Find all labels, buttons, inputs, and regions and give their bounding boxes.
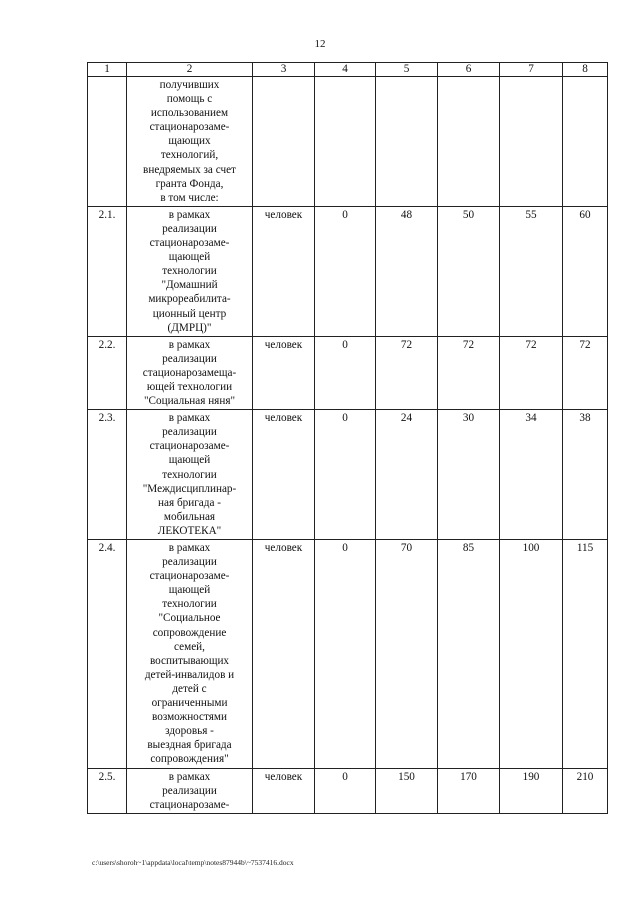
table-row bbox=[88, 410, 608, 540]
row-value: 0 bbox=[315, 206, 376, 336]
header-cell: 3 bbox=[253, 63, 315, 77]
row-value: 72 bbox=[563, 336, 608, 409]
row-value: 30 bbox=[438, 410, 500, 540]
row-number: 2.5. bbox=[88, 768, 127, 813]
row-number: 2.3. bbox=[88, 410, 127, 540]
row-value: 50 bbox=[438, 206, 500, 336]
header-cell: 4 bbox=[315, 63, 376, 77]
row-value: 72 bbox=[376, 336, 438, 409]
row-value: 170 bbox=[438, 768, 500, 813]
row-value: 0 bbox=[315, 768, 376, 813]
row-name: в рамках реализации стационарозамеща- ющей технологии "Социальная няня" bbox=[127, 336, 253, 409]
row-unit: человек bbox=[253, 768, 315, 813]
row-value: 72 bbox=[500, 336, 563, 409]
row-value: 34 bbox=[500, 410, 563, 540]
row-value: 60 bbox=[563, 206, 608, 336]
table-row bbox=[88, 768, 608, 813]
row-value bbox=[500, 77, 563, 207]
row-value: 150 bbox=[376, 768, 438, 813]
table-row bbox=[88, 336, 608, 409]
page-number: 12 bbox=[314, 38, 326, 50]
row-value: 100 bbox=[500, 540, 563, 769]
row-value: 0 bbox=[315, 410, 376, 540]
row-name: в рамках реализации стационарозаме- bbox=[127, 768, 253, 813]
row-name: получивших помощь с использованием стационарозаме- щающих технологий, внедряемых за счет гранта Фонда, в том числе: bbox=[127, 77, 253, 207]
row-value: 190 bbox=[500, 768, 563, 813]
row-name: в рамках реализации стационарозаме- щающей технологии "Междисциплинар- ная бригада - мобильная ЛЕКОТЕКА" bbox=[127, 410, 253, 540]
table-row bbox=[88, 540, 608, 769]
row-name: в рамках реализации стационарозаме- щающей технологии "Домашний микрореабилита- ционный центр (ДМРЦ)" bbox=[127, 206, 253, 336]
row-unit: человек bbox=[253, 336, 315, 409]
row-unit: человек bbox=[253, 540, 315, 769]
row-value: 210 bbox=[563, 768, 608, 813]
row-value bbox=[376, 77, 438, 207]
row-unit bbox=[253, 77, 315, 207]
row-value: 70 bbox=[376, 540, 438, 769]
row-number bbox=[88, 77, 127, 207]
row-value: 0 bbox=[315, 336, 376, 409]
header-cell: 5 bbox=[376, 63, 438, 77]
header-cell: 2 bbox=[127, 63, 253, 77]
row-number: 2.2. bbox=[88, 336, 127, 409]
row-value bbox=[315, 77, 376, 207]
table-row bbox=[88, 77, 608, 207]
indicator-table bbox=[87, 62, 608, 814]
header-cell: 6 bbox=[438, 63, 500, 77]
row-name: в рамках реализации стационарозаме- щающей технологии "Социальное сопровождение семей, воспитывающих детей-инвалидов и детей с ограниченными возможностями здоровья - выездная бригада сопровождения" bbox=[127, 540, 253, 769]
table-header-row bbox=[88, 63, 608, 77]
row-value: 0 bbox=[315, 540, 376, 769]
footer-file-path: c:\users\shoroh~1\appdata\local\temp\notes87944b\~7537416.docx bbox=[92, 858, 294, 867]
row-unit: человек bbox=[253, 410, 315, 540]
row-value: 115 bbox=[563, 540, 608, 769]
row-value bbox=[563, 77, 608, 207]
row-value: 72 bbox=[438, 336, 500, 409]
row-value: 24 bbox=[376, 410, 438, 540]
row-value bbox=[438, 77, 500, 207]
table-row bbox=[88, 206, 608, 336]
row-number: 2.1. bbox=[88, 206, 127, 336]
header-cell: 7 bbox=[500, 63, 563, 77]
row-value: 85 bbox=[438, 540, 500, 769]
row-value: 48 bbox=[376, 206, 438, 336]
row-value: 55 bbox=[500, 206, 563, 336]
row-number: 2.4. bbox=[88, 540, 127, 769]
row-unit: человек bbox=[253, 206, 315, 336]
header-cell: 1 bbox=[88, 63, 127, 77]
row-value: 38 bbox=[563, 410, 608, 540]
header-cell: 8 bbox=[563, 63, 608, 77]
